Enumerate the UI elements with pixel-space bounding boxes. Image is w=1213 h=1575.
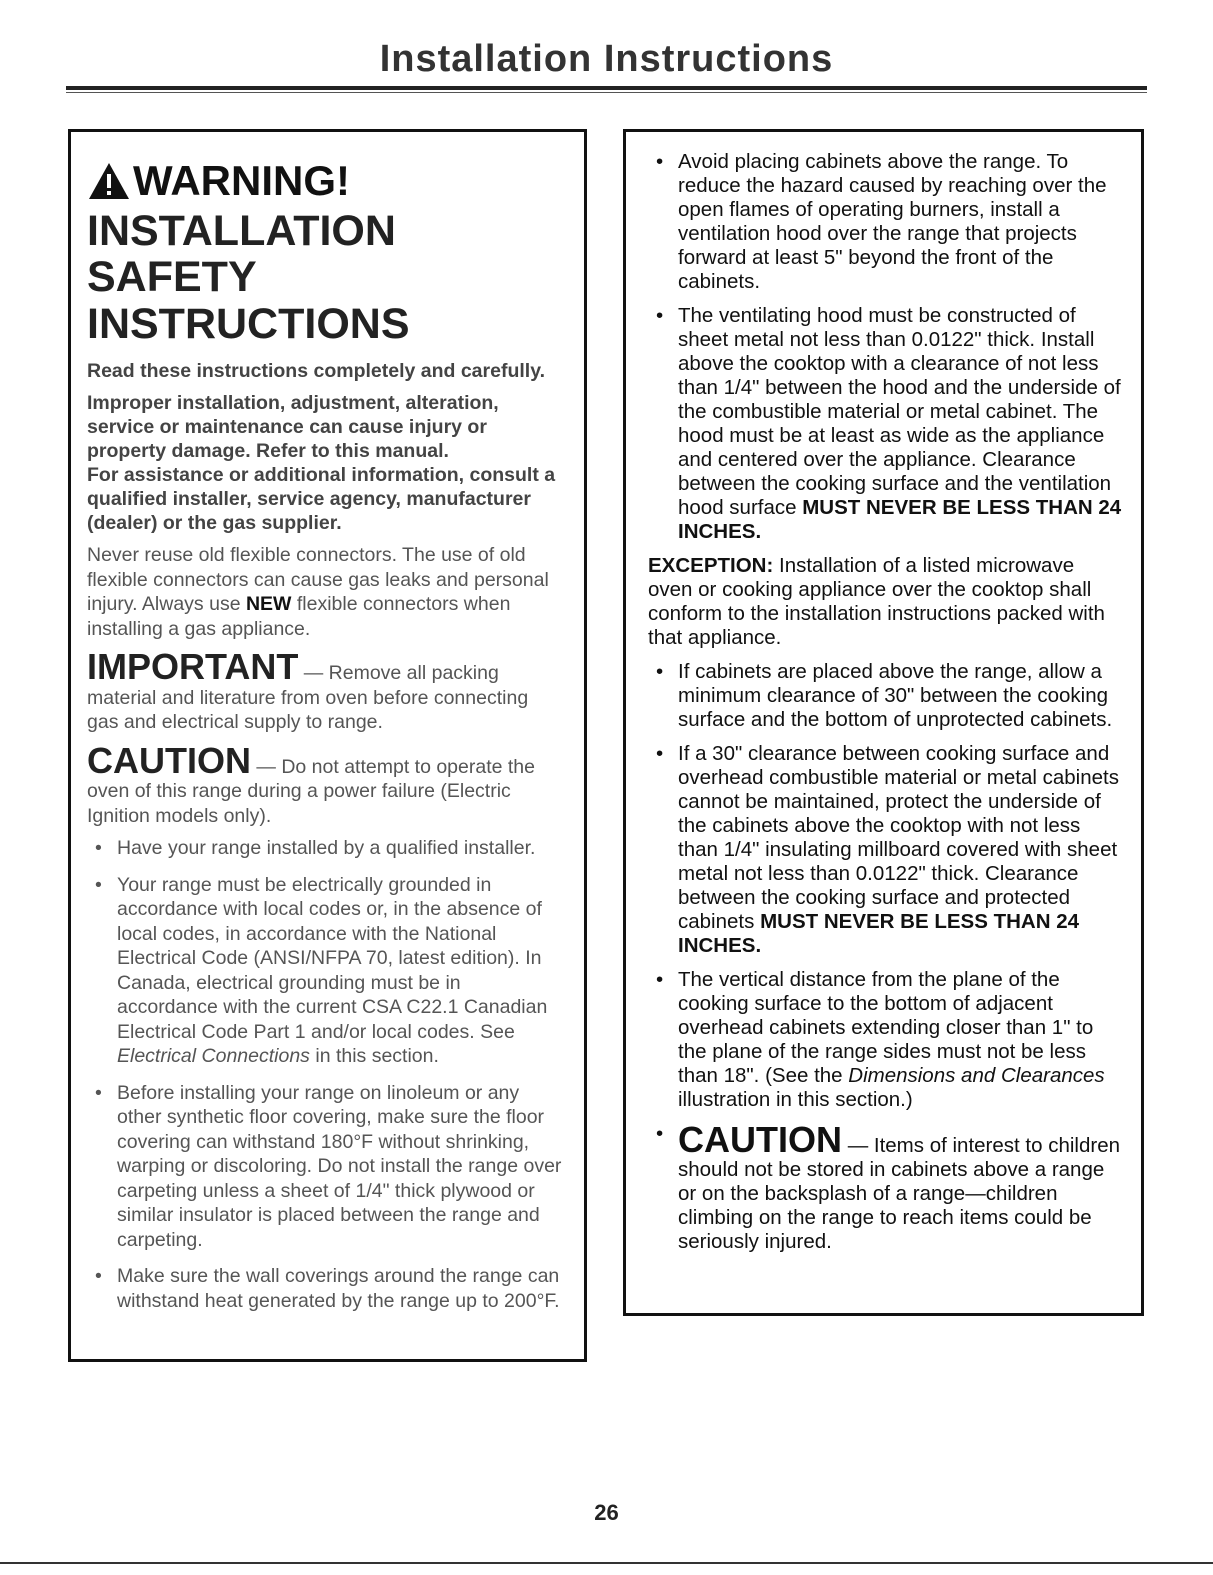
- exception-body: Installation of a listed microwave oven or cooking appliance over the cooktop shall conform to the installation instructions packed with that appliance.: [648, 554, 1105, 649]
- electrical-connections-ref: Electrical Connections: [117, 1045, 310, 1068]
- title-rule: [66, 86, 1147, 90]
- exception-label: EXCEPTION:: [648, 554, 774, 577]
- important-notice: [87, 646, 562, 735]
- safety-title-line-1: INSTALLATION SAFETY: [87, 207, 396, 302]
- caution-notice: [87, 739, 562, 829]
- caution-text-right: — Items of interest to children should not be stored in cabinets above a range or on the backsplash of a range—children climbing on the range to reach items could be seriously injured.: [678, 1134, 1121, 1253]
- important-label: IMPORTANT: [87, 646, 299, 688]
- millboard-clearance-emphasis: MUST NEVER BE LESS THAN 24 INCHES.: [678, 910, 1080, 957]
- caution-label-right: CAUTION: [678, 1119, 842, 1160]
- improper-installation-text: Improper installation, adjustment, alteration, service or maintenance can cause injury or property damage. Refer to this manual.: [87, 392, 499, 463]
- list-item: • If cabinets are placed above the range, allow a minimum clearance of 30" between the cooking surface and the bottom of unprotected cabinets.: [648, 660, 1123, 732]
- list-item: • Avoid placing cabinets above the range. To reduce the hazard caused by reaching over the open flames of operating burners, install a ventilation hood over the range that projects forward at least 5" beyond the front of the cabinets.: [648, 150, 1123, 294]
- page-number: 26: [594, 1500, 619, 1525]
- safety-title-line-2: INSTRUCTIONS: [87, 299, 410, 348]
- caution-label: CAUTION: [87, 739, 251, 781]
- right-bullet-list: [648, 150, 1123, 544]
- grounding-text-a: Your range must be electrically grounded in accordance with local codes or, in the absence of local codes, in accordance with the National Electrical Code (ANSI/NFPA 70, latest edition). In Canada, electrical grounding must be in accordance with the current CSA C22.1 Canadian Electrical Code Part 1 and/or local codes. See: [117, 873, 548, 1043]
- list-item: [648, 968, 1123, 1112]
- read-instructions-text: Read these instructions completely and carefully.: [87, 360, 546, 383]
- grounding-text-b: in this section.: [309, 1045, 439, 1068]
- warning-triangle-icon: [87, 161, 131, 201]
- new-emphasis: NEW: [245, 593, 292, 616]
- safety-title: [87, 208, 562, 347]
- flexible-connectors-text: [87, 543, 562, 641]
- left-bullet-list: [87, 836, 562, 1313]
- hood-text-a: The ventilating hood must be constructed of sheet metal not less than 0.0122" thick. Install above the cooktop with a clearance of not less than 1/4" between the hood and the underside of the combustible material or metal cabinet. The hood must be at least as wide as the appliance and centered over the appliance. Clearance between the cooking surface and the ventilation hood surface: [678, 304, 1121, 519]
- list-item: • Make sure the wall coverings around the range can withstand heat generated by the range up to 200°F.: [87, 1264, 562, 1313]
- right-bullet-list-2: [648, 660, 1123, 1254]
- title-rule-thin: [66, 92, 1147, 93]
- exception-text: [648, 554, 1123, 650]
- clearance-box: [623, 129, 1144, 1316]
- flexible-connectors-text-a: Never reuse old flexible connectors. The use of old flexible connectors can cause gas leaks and personal injury. Always use: [87, 544, 549, 616]
- list-item: [648, 304, 1123, 544]
- warning-box: [68, 129, 587, 1362]
- warning-label: WARNING!: [133, 157, 350, 204]
- list-item: [648, 1119, 1123, 1254]
- flexible-connectors-text-b: flexible connectors when installing a gas appliance.: [87, 593, 511, 640]
- page-title: Installation Instructions: [379, 38, 834, 80]
- list-item: • Before installing your range on linoleum or any other synthetic floor covering, make sure the floor covering can withstand 180°F without shrinking, warping or discoloring. Do not install the range over carpeting unless a sheet of 1/4" thick plywood or similar insulator is placed between the range and carpeting.: [87, 1081, 562, 1253]
- important-text: — Remove all packing material and literature from oven before connecting gas and electrical supply to range.: [87, 662, 529, 734]
- list-item: [648, 742, 1123, 958]
- vertical-distance-text-a: The vertical distance from the plane of the cooking surface to the bottom of adjacent overhead cabinets extending closer than 1" to the plane of the range sides must not be less than 18". (See the: [678, 968, 1094, 1087]
- millboard-text-a: If a 30" clearance between cooking surface and overhead combustible material or metal cabinets cannot be maintained, protect the underside of the cabinets above the cooktop with not less than 1/4" insulating millboard covered with sheet metal not less than 0.0122" thick. Clearance between the cooking surface and protected cabinets: [678, 742, 1119, 933]
- dimensions-clearances-ref: Dimensions and Clearances: [848, 1064, 1105, 1087]
- assistance-text: For assistance or additional information, consult a qualified installer, service agency, manufacturer (dealer) or the gas supplier.: [87, 464, 556, 535]
- list-item: • Have your range installed by a qualified installer.: [87, 836, 562, 861]
- bottom-rule: [0, 1562, 1213, 1564]
- warning-heading: [87, 157, 562, 204]
- list-item: [87, 873, 562, 1069]
- vertical-distance-text-b: illustration in this section.): [678, 1088, 913, 1111]
- hood-clearance-emphasis: MUST NEVER BE LESS THAN 24 INCHES.: [678, 496, 1122, 543]
- caution-text: — Do not attempt to operate the oven of this range during a power failure (Electric Ignition models only).: [87, 755, 535, 827]
